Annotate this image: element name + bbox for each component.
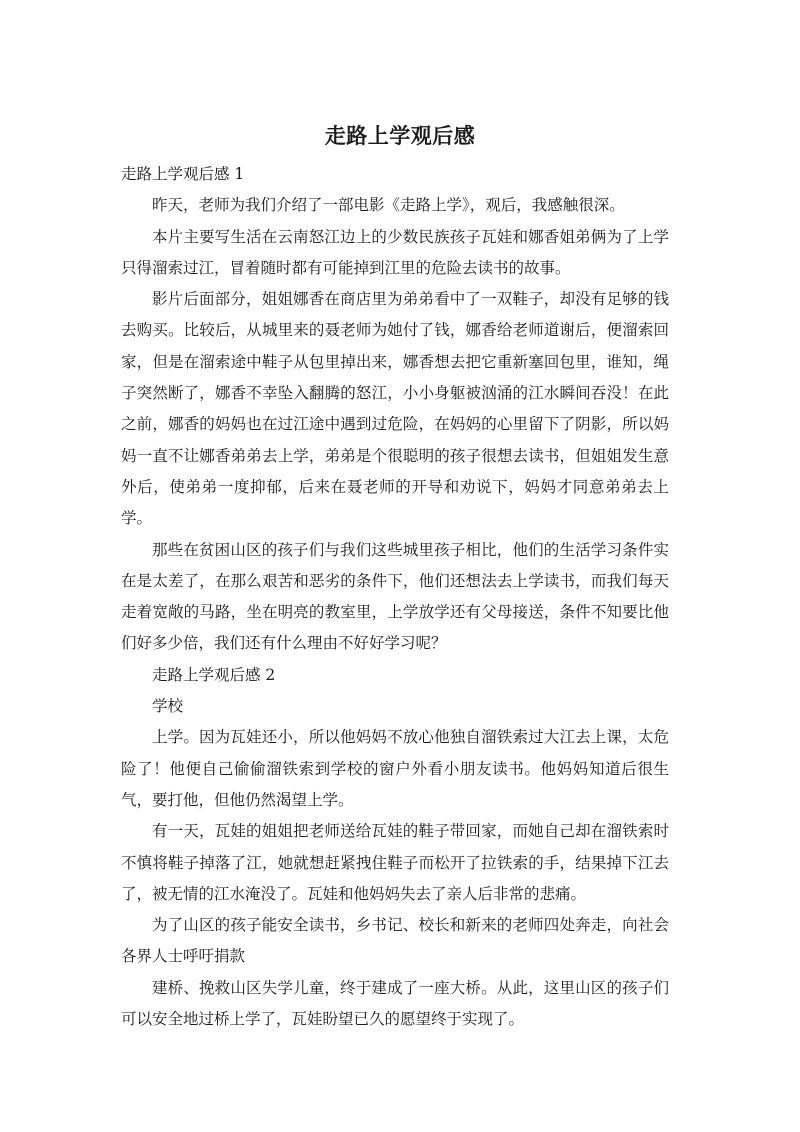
paragraph: 上学。因为瓦娃还小，所以他妈妈不放心他独自溜铁索过大江去上课，太危险了！他便自己偷偷溜铁索到学校的窗户外看小朋友读书。他妈妈知道后很生气，要打他，但他仍然渴望上学。 bbox=[121, 728, 669, 809]
paragraph: 学校 bbox=[152, 697, 184, 716]
section-heading-1: 走路上学观后感 1 bbox=[121, 165, 245, 183]
paragraph: 那些在贫困山区的孩子们与我们这些城里孩子相比，他们的生活学习条件实在是太差了，在那么艰苦和恶劣的条件下，他们还想法去上学读书，而我们每天走着宽敞的马路，坐在明亮的教室里，上学放学还有父母接送，条件不知要比他们好多少倍，我们还有什么理由不好好学习呢？ bbox=[121, 540, 669, 653]
paragraph: 昨天，老师为我们介绍了一部电影《走路上学》，观后，我感触很深。 bbox=[152, 196, 625, 215]
paragraph: 为了山区的孩子能安全读书，乡书记、校长和新来的老师四处奔走，向社会各界人士呼吁捐款 bbox=[121, 916, 669, 966]
paragraph: 本片主要写生活在云南怒江边上的少数民族孩子瓦娃和娜香姐弟俩为了上学只得溜索过江，冒着随时都有可能掉到江里的危险去读书的故事。 bbox=[121, 227, 669, 277]
paragraph: 建桥、挽救山区失学儿童，终于建成了一座大桥。从此，这里山区的孩子们可以安全地过桥上学了，瓦娃盼望已久的愿望终于实现了。 bbox=[121, 978, 669, 1029]
section-heading-2: 走路上学观后感 2 bbox=[152, 665, 276, 684]
page-title: 走路上学观后感 bbox=[324, 124, 476, 148]
paragraph: 影片后面部分，姐姐娜香在商店里为弟弟看中了一双鞋子，却没有足够的钱去购买。比较后，从城里来的聂老师为她付了钱，娜香给老师道谢后，便溜索回家，但是在溜索途中鞋子从包里掉出来，娜香想去把它重新塞回包里，谁知，绳子突然断了，娜香不幸坠入翻腾的怒江，小小身躯被汹涌的江水瞬间吞没！在此之前，娜香的妈妈也在过江途中遇到过危险，在妈妈的心里留下了阴影，所以妈妈一直不让娜香弟弟去上学，弟弟是个很聪明的孩子很想去读书，但姐姐发生意外后，使弟弟一度抑郁，后来在聂老师的开导和劝说下，妈妈才同意弟弟去上学。 bbox=[121, 290, 669, 528]
document-body bbox=[121, 159, 669, 1035]
paragraph: 有一天，瓦娃的姐姐把老师送给瓦娃的鞋子带回家，而她自己却在溜铁索时不慎将鞋子掉落了江，她就想赶紧拽住鞋子而松开了拉铁索的手，结果掉下江去了，被无情的江水淹没了。瓦娃和他妈妈失去了亲人后非常的悲痛。 bbox=[121, 822, 669, 903]
